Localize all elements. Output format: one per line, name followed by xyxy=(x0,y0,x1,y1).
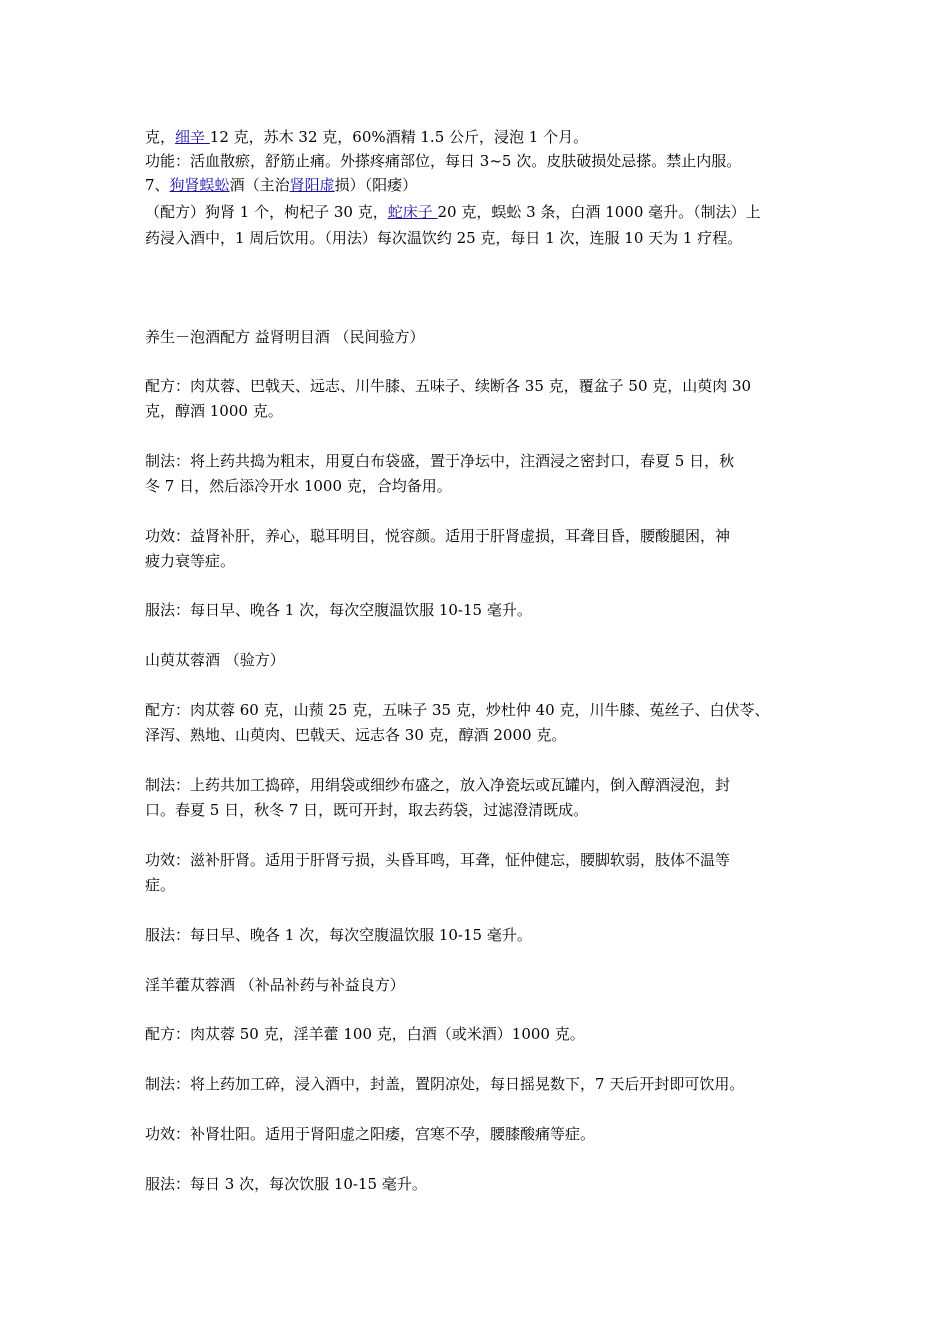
text-segment: 功效：益肾补肝，养心，聪耳明目，悦容颜。适用于肝肾虚损，耳聋目昏，腰酸腿困，神 xyxy=(145,527,731,545)
text-segment: 7、 xyxy=(145,176,170,194)
text-line xyxy=(145,1024,825,1044)
text-link[interactable]: 狗肾蜈蚣 xyxy=(169,176,230,194)
text-segment: 克，醇酒 1000 克。 xyxy=(145,402,283,420)
text-segment: 冬 7 日，然后添冷开水 1000 克，合均备用。 xyxy=(145,477,452,495)
text-segment: 配方：肉苁蓉 50 克，淫羊藿 100 克，白酒（或米酒）1000 克。 xyxy=(145,1025,585,1043)
text-segment: 口。春夏 5 日，秋冬 7 日，既可开封，取去药袋，过滤澄清既成。 xyxy=(145,801,589,819)
text-segment: 配方：肉苁蓉 60 克，山蓣 25 克，五味子 35 克，炒杜仲 40 克，川牛膝、菟丝子、白伏苓、 xyxy=(145,701,770,719)
text-line xyxy=(145,127,825,147)
text-segment: 制法：上药共加工捣碎，用绢袋或细纱布盛之，放入净瓷坛或瓦罐内，倒入醇酒浸泡，封 xyxy=(145,776,731,794)
text-segment: 20 克，蜈蚣 3 条，白酒 1000 毫升。（制法）上 xyxy=(437,203,761,221)
text-segment: 药浸入酒中，1 周后饮用。（用法）每次温饮约 25 克，每日 1 次，连服 10 天为 1 疗程。 xyxy=(145,229,743,247)
text-line xyxy=(145,202,825,222)
text-line xyxy=(145,228,825,248)
text-line xyxy=(145,526,825,546)
text-line xyxy=(145,376,825,396)
text-line xyxy=(145,600,825,620)
text-segment: 功效：补肾壮阳。适用于肾阳虚之阳痿，宫寒不孕，腰膝酸痛等症。 xyxy=(145,1125,596,1143)
text-line xyxy=(145,800,825,820)
text-line xyxy=(145,875,825,895)
text-segment: 疲力衰等症。 xyxy=(145,552,236,570)
text-link[interactable]: 蛇床子 xyxy=(387,203,438,221)
text-line xyxy=(145,1174,825,1194)
text-line xyxy=(145,476,825,496)
text-line xyxy=(145,151,825,171)
text-segment: 酒（主治 xyxy=(229,176,290,194)
text-line xyxy=(145,401,825,421)
text-segment: 服法：每日早、晚各 1 次，每次空腹温饮服 10-15 毫升。 xyxy=(145,926,532,944)
text-segment: 养生－泡酒配方 益肾明目酒 （民间验方） xyxy=(145,328,425,346)
text-segment: 服法：每日 3 次，每次饮服 10-15 毫升。 xyxy=(145,1175,427,1193)
text-segment: 12 克，苏木 32 克，60%酒精 1.5 公斤，浸泡 1 个月。 xyxy=(209,128,589,146)
text-link[interactable]: 细辛 xyxy=(175,128,210,146)
text-line xyxy=(145,850,825,870)
text-segment: 功效：滋补肝肾。适用于肝肾亏损，头昏耳鸣，耳聋，怔仲健忘，腰脚软弱，肢体不温等 xyxy=(145,851,731,869)
text-line xyxy=(145,327,825,347)
text-line xyxy=(145,551,825,571)
text-segment: 服法：每日早、晚各 1 次，每次空腹温饮服 10-15 毫升。 xyxy=(145,601,532,619)
text-segment: 配方：肉苁蓉、巴戟天、远志、川牛膝、五味子、续断各 35 克，覆盆子 50 克，山萸肉 30 xyxy=(145,377,752,395)
text-link[interactable]: 肾阳虚 xyxy=(289,176,335,194)
text-line xyxy=(145,650,825,670)
text-segment: 山萸苁蓉酒 （验方） xyxy=(145,651,285,669)
text-line xyxy=(145,925,825,945)
text-line xyxy=(145,451,825,471)
text-line xyxy=(145,1074,825,1094)
text-segment: 功能：活血散瘀，舒筋止痛。外搽疼痛部位，每日 3~5 次。皮肤破损处忌搽。禁止内服。 xyxy=(145,152,742,170)
text-line xyxy=(145,975,825,995)
text-line xyxy=(145,700,825,720)
text-segment: 症。 xyxy=(145,876,176,894)
text-line xyxy=(145,1124,825,1144)
text-segment: 淫羊藿苁蓉酒 （补品补药与补益良方） xyxy=(145,976,405,994)
text-line xyxy=(145,175,825,195)
text-segment: 克， xyxy=(145,128,176,146)
text-segment: （配方）狗肾 1 个，枸杞子 30 克， xyxy=(145,203,388,221)
text-segment: 泽泻、熟地、山萸肉、巴戟天、远志各 30 克，醇酒 2000 克。 xyxy=(145,726,567,744)
text-segment: 损）（阳痿） xyxy=(334,176,418,194)
text-line xyxy=(145,725,825,745)
text-line xyxy=(145,775,825,795)
text-segment: 制法：将上药共捣为粗末，用夏白布袋盛，置于净坛中，注酒浸之密封口，春夏 5 日，秋 xyxy=(145,452,735,470)
text-segment: 制法：将上药加工碎，浸入酒中，封盖，置阴凉处，每日摇晃数下，7 天后开封即可饮用。 xyxy=(145,1075,745,1093)
